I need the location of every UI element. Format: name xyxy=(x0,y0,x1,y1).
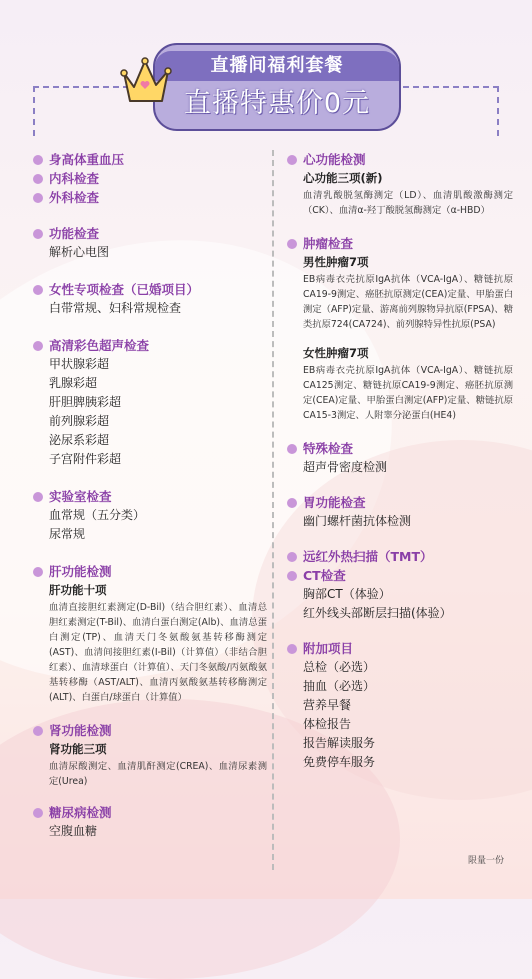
section-diabetes xyxy=(33,803,267,841)
list-item: 报告解读服务 xyxy=(303,736,376,750)
list-item: 总检（必选） xyxy=(303,660,376,674)
list-item: 肝胆脾胰彩超 xyxy=(49,395,122,409)
section-title: 实验室检查 xyxy=(33,487,267,506)
section-lab xyxy=(33,487,267,544)
list-item: 超声骨密度检测 xyxy=(303,460,388,474)
list-item: 泌尿系彩超 xyxy=(49,433,110,447)
crown-icon xyxy=(118,55,172,107)
list-item: 前列腺彩超 xyxy=(49,414,110,428)
section-liver xyxy=(33,562,267,705)
section-title: 肿瘤检查 xyxy=(287,234,513,253)
section-title: 胃功能检查 xyxy=(287,493,513,512)
banner-tag: 直播间福利套餐 xyxy=(155,51,399,81)
section-special xyxy=(287,439,513,477)
section-title: 肾功能检测 xyxy=(33,721,267,740)
section-title: 心功能检测 xyxy=(287,150,513,169)
list-item: 抽血（必选） xyxy=(303,679,376,693)
section-title: 女性专项检查（已婚项目） xyxy=(33,280,267,299)
list-item: 乳腺彩超 xyxy=(49,376,98,390)
section-title: 身高体重血压 xyxy=(33,150,267,169)
section-ultrasound xyxy=(33,336,267,469)
sub-title: 肝功能十项 xyxy=(49,583,107,597)
section-function xyxy=(33,224,267,262)
section-title: 糖尿病检测 xyxy=(33,803,267,822)
list-item: 营养早餐 xyxy=(303,698,352,712)
section-tmt xyxy=(287,547,513,566)
list-item: 白带常规、妇科常规检查 xyxy=(49,301,182,315)
header-dashed-line xyxy=(33,86,35,136)
list-item: 胸部CT（体验） xyxy=(303,587,391,601)
list-item: 子宫附件彩超 xyxy=(49,452,122,466)
sub-title: 男性肿瘤7项 xyxy=(303,255,369,269)
list-item: 解析心电图 xyxy=(49,245,110,259)
section-title: 肝功能检测 xyxy=(33,562,267,581)
banner-title: 直播特惠价0元 xyxy=(183,88,371,119)
section-tumor xyxy=(287,234,513,423)
section-title: 远红外热扫描（TMT） xyxy=(287,547,513,566)
sub-title: 女性肿瘤7项 xyxy=(303,346,369,360)
list-item: 血常规（五分类） xyxy=(49,508,146,522)
section-body-basic xyxy=(33,150,267,207)
item-description: EB病毒衣壳抗原IgA抗体（VCA-IgA）、糖链抗原CA125测定、糖链抗原CA19-9测定、癌胚抗原测定(CEA)定量、甲胎蛋白测定(AFP)定量、糖链抗原CA15-3测定、人附睾分泌蛋白(HE4) xyxy=(303,365,513,421)
column-divider xyxy=(272,150,274,870)
section-title: 高清彩色超声检查 xyxy=(33,336,267,355)
section-kidney xyxy=(33,721,267,789)
list-item: 红外线头部断层扫描(体验） xyxy=(303,606,452,620)
right-column xyxy=(287,150,513,786)
section-title: 内科检查 xyxy=(33,169,267,188)
section-title: 功能检查 xyxy=(33,224,267,243)
promo-banner xyxy=(153,43,401,131)
left-column xyxy=(33,150,267,855)
section-title: 特殊检查 xyxy=(287,439,513,458)
item-description: EB病毒衣壳抗原IgA抗体（VCA-IgA）、糖链抗原CA19-9测定、癌胚抗原测定(CEA)定量、甲胎蛋白测定（AFP)定量、游离前列腺物异抗原(FPSA)、糖类抗原724(CA724)、前列腺特异性抗原(PSA) xyxy=(303,274,513,330)
section-female xyxy=(33,280,267,318)
list-item: 幽门螺杆菌抗体检测 xyxy=(303,514,412,528)
section-extra xyxy=(287,639,513,772)
item-description: 血清直接胆红素测定(D-Bil)（结合胆红素）、血清总胆红素测定(T-Bil)、血清白蛋白测定(Alb)、血清总蛋白测定(TP)、血清天门冬氨酸氨基转移酶测定(AST)、血清间接胆红素(I-Bil)（计算值）（非结合胆红素）、血清球蛋白（计算值）、天门冬氨酸/丙氨酸氨基转移酶（AST/ALT)、血清丙氨酸氨基转移酶测定(ALT)、白蛋白/球蛋白（计算值） xyxy=(49,602,267,703)
item-description: 血清尿酸测定、血清肌酐测定(CREA)、血清尿素测定(Urea) xyxy=(49,761,267,787)
list-item: 免费停车服务 xyxy=(303,755,376,769)
section-title: 附加项目 xyxy=(287,639,513,658)
list-item: 甲状腺彩超 xyxy=(49,357,110,371)
section-heart xyxy=(287,150,513,218)
sub-title: 心功能三项(新) xyxy=(303,171,383,185)
section-stomach xyxy=(287,493,513,531)
section-title: CT检查 xyxy=(287,566,513,585)
limit-note: 限量一份 xyxy=(467,856,504,866)
section-ct xyxy=(287,566,513,623)
section-title: 外科检查 xyxy=(33,188,267,207)
list-item: 体检报告 xyxy=(303,717,352,731)
list-item: 尿常规 xyxy=(49,527,86,541)
sub-title: 肾功能三项 xyxy=(49,742,107,756)
list-item: 空腹血糖 xyxy=(49,824,98,838)
item-description: 血清乳酸脱氢酶测定（LD）、血清肌酸激酶测定（CK）、血清α-羟丁酸脱氢酶测定（α-HBD） xyxy=(303,190,513,216)
header-dashed-line xyxy=(497,86,499,136)
